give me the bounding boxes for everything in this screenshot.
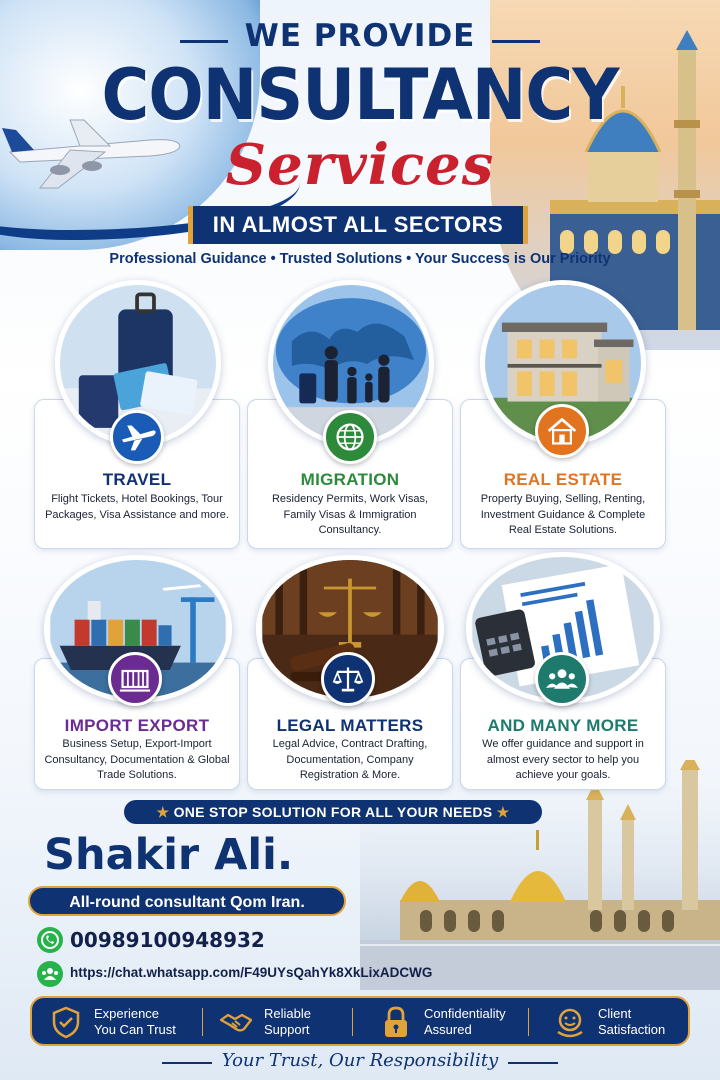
group-chat-icon[interactable] (36, 960, 64, 988)
service-desc-real-estate: Property Buying, Selling, Renting, Investment Guidance & Complete Real Estate Solutions. (480, 493, 646, 536)
service-desc-travel: Flight Tickets, Hotel Bookings, Tour Packages, Visa Assistance and more. (45, 493, 229, 521)
service-title-real-estate: REAL ESTATE (503, 470, 623, 489)
service-title-migration: MIGRATION (300, 470, 400, 489)
sectors-banner: IN ALMOST ALL SECTORS (188, 206, 528, 244)
shrine-image-bottom (360, 760, 720, 990)
phone-number[interactable]: 00989100948932 (70, 928, 265, 952)
service-desc-import-export: Business Setup, Export-Import Consultancy, Documentation & Global Trade Solutions. (44, 738, 230, 781)
whatsapp-group-link[interactable]: https://chat.whatsapp.com/F49UYsQahYk8XkLixADCWG (70, 965, 433, 980)
lock-icon (378, 1004, 414, 1040)
service-title-many-more: AND MANY MORE (487, 716, 639, 735)
feature-text: Experience You Can Trust (94, 1006, 176, 1037)
service-desc-many-more: We offer guidance and support in almost every sector to help you achieve your goals. (482, 738, 644, 781)
we-provide-heading: WE PROVIDE (244, 18, 476, 54)
shield-check-icon (48, 1004, 84, 1040)
service-title-travel: TRAVEL (102, 470, 172, 489)
star-icon: ★ (496, 804, 510, 820)
divider (202, 1008, 203, 1036)
consultant-role: All-round consultant Qom Iran. (28, 886, 346, 916)
smiley-icon (552, 1004, 588, 1040)
airplane-icon (110, 410, 164, 464)
feature-support (218, 1002, 358, 1042)
feature-text: Reliable Support (264, 1006, 311, 1037)
features-bar (30, 996, 690, 1046)
one-stop-text: ONE STOP SOLUTION FOR ALL YOUR NEEDS (173, 804, 493, 820)
footer-slogan: Your Trust, Our Responsibility (221, 1050, 499, 1071)
tagline: Professional Guidance • Trusted Solutions • Your Success is Our Priority (109, 251, 611, 267)
container-icon (108, 652, 162, 706)
service-desc-legal-matters: Legal Advice, Contract Drafting, Documentation, Company Registration & More. (272, 738, 428, 781)
service-desc-migration: Residency Permits, Work Visas, Family Visas & Immigration Consultancy. (271, 493, 429, 536)
scales-icon (321, 652, 375, 706)
whatsapp-icon[interactable] (36, 926, 64, 954)
feature-confidentiality (378, 1002, 528, 1042)
people-group-icon (535, 652, 589, 706)
house-icon (535, 404, 589, 458)
feature-experience (48, 1002, 198, 1042)
handshake-icon (218, 1004, 254, 1040)
feature-satisfaction (552, 1002, 682, 1042)
consultant-name: Shakir Ali. (44, 830, 294, 880)
star-icon: ★ (156, 804, 170, 820)
consultancy-heading: CONSULTANCY (101, 54, 619, 136)
one-stop-banner (124, 800, 542, 824)
services-heading: Services (225, 132, 495, 198)
service-title-import-export: IMPORT EXPORT (64, 716, 210, 735)
globe-icon (323, 410, 377, 464)
service-title-legal-matters: LEGAL MATTERS (276, 716, 424, 735)
divider (528, 1008, 529, 1036)
divider (352, 1008, 353, 1036)
feature-text: Confidentiality Assured (424, 1006, 506, 1037)
feature-text: Client Satisfaction (598, 1006, 666, 1037)
